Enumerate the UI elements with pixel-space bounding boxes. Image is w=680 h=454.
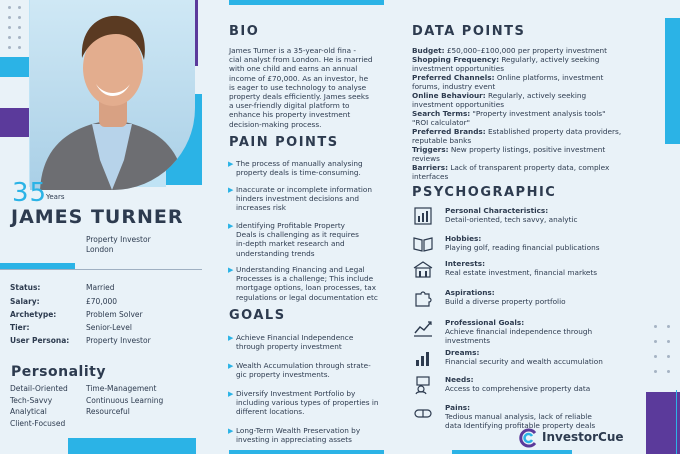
brand-logo — [519, 428, 629, 448]
bio-line: with one child and earns an annual — [229, 64, 358, 74]
data-point-label: Preferred Brands: — [412, 127, 486, 136]
data-point-label: Budget: — [412, 46, 445, 55]
deco-divider-left — [0, 269, 202, 270]
bio-line: a user-friendly digital platform to — [229, 101, 350, 111]
data-point-value: forums, industry event — [412, 82, 496, 91]
bio-line: cial analyst from London. He is married — [229, 55, 373, 65]
data-point-value: "Property investment analysis tools" — [470, 109, 606, 118]
pain-line: property deals is time-consuming. — [236, 168, 361, 178]
pain-line: Identifying Profitable Property — [236, 221, 345, 230]
data-point-channels — [412, 73, 637, 91]
trait-item: Resourceful — [86, 407, 130, 416]
goal-line: including various types of properties in — [236, 398, 379, 408]
data-point-barriers — [412, 163, 637, 181]
person-illustration — [30, 0, 195, 190]
pain-line: regulations or legal documentation etc — [236, 292, 378, 302]
data-points-title: DATA POINTS — [412, 24, 526, 39]
age-number: 35 — [12, 178, 48, 208]
needs-icon — [412, 375, 434, 395]
arrow-icon: ▶ — [228, 427, 234, 435]
data-point-value: New property listings, positive investment — [448, 145, 606, 154]
goal-line: through property investment — [236, 342, 342, 352]
info-value-status: Married — [86, 283, 115, 292]
persona-role-title: Property Investor — [86, 235, 151, 244]
trait-item: Continuous Learning — [86, 396, 164, 405]
goal-line: different locations. — [236, 407, 305, 417]
bio-title: BIO — [229, 24, 260, 39]
psych-text: Playing golf, reading financial publications — [445, 243, 600, 252]
pain-line: increases risk — [236, 203, 286, 213]
pain-line: Inaccurate or incomplete information — [236, 185, 372, 194]
arrow-icon: ▶ — [228, 222, 234, 230]
info-label-persona: User Persona: — [10, 336, 70, 345]
trait-item: Time-Management — [86, 384, 157, 393]
info-value-tier: Senior-Level — [86, 323, 132, 332]
bio-line: is eager to use technology to analyse — [229, 82, 367, 92]
bio-line: James Turner is a 35-year-old fina - — [229, 46, 357, 55]
data-point-value: Regularly, actively seeking — [485, 91, 587, 100]
bio-line: property deals efficiently. James seeks — [229, 92, 369, 102]
data-point-label: Search Terms: — [412, 109, 471, 118]
info-label-archetype: Archetype: — [10, 310, 57, 319]
bio-line: decision-making process. — [229, 119, 322, 129]
bio-line: income of £70,000. As an investor, he — [229, 73, 369, 83]
psych-text — [445, 327, 615, 345]
deco-block-purple-left — [0, 108, 29, 137]
data-point-label: Online Behaviour: — [412, 91, 486, 100]
trait-item: Client-Focused — [10, 419, 66, 428]
pain-line: The process of manually analysing — [236, 159, 363, 168]
arrow-icon: ▶ — [228, 160, 234, 168]
info-value-salary: £70,000 — [86, 297, 118, 306]
trait-item: Analytical — [10, 407, 47, 416]
personality-chart-icon — [412, 206, 434, 226]
pain-line: Processes is a challenge; This include — [236, 274, 374, 284]
data-point-value: Lack of transparent property data, complex — [448, 163, 610, 172]
data-point-brands — [412, 127, 637, 145]
psych-text: Build a diverse property portfolio — [445, 297, 566, 306]
data-point-value: investment opportunities — [412, 100, 505, 109]
data-point-value: reviews — [412, 154, 440, 163]
arrow-icon: ▶ — [228, 334, 234, 342]
data-point-label: Barriers: — [412, 163, 448, 172]
data-point-triggers — [412, 145, 637, 163]
psych-title: Aspirations: — [445, 288, 495, 297]
persona-role — [86, 235, 151, 255]
info-label-status: Status: — [10, 283, 41, 292]
psych-title: Pains: — [445, 403, 471, 412]
data-point-budget — [412, 46, 637, 55]
info-value-archetype: Problem Solver — [86, 310, 143, 319]
data-point-label: Preferred Channels: — [412, 73, 495, 82]
arrow-icon: ▶ — [228, 362, 234, 370]
psych-line: investments — [445, 336, 491, 345]
psych-text: Financial security and wealth accumulation — [445, 357, 603, 366]
psych-title: Personal Characteristics: — [445, 206, 549, 215]
psych-text: Access to comprehensive property data — [445, 384, 591, 393]
data-point-value: £50,000–£100,000 per property investment — [444, 46, 608, 55]
bar-chart-icon — [412, 348, 434, 368]
psych-title: Interests: — [445, 259, 485, 268]
psych-line: Achieve financial independence through — [445, 327, 593, 336]
goal-line: Wealth Accumulation through strate- — [236, 361, 371, 370]
psych-line: Tedious manual analysis, lack of reliable — [445, 412, 592, 421]
arrow-icon: ▶ — [228, 390, 234, 398]
psych-title: Hobbies: — [445, 234, 482, 243]
psych-text: Detail-oriented, tech savvy, analytic — [445, 215, 578, 224]
data-point-label: Triggers: — [412, 145, 449, 154]
data-point-value: interfaces — [412, 172, 449, 181]
goals-title: GOALS — [229, 308, 286, 323]
goal-line: Long-Term Wealth Preservation by — [236, 426, 361, 435]
data-point-value: Online platforms, investment — [494, 73, 604, 82]
info-label-salary: Salary: — [10, 297, 40, 306]
deco-bar-bottom-left — [68, 438, 196, 454]
data-point-label: Shopping Frequency: — [412, 55, 499, 64]
pain-line: Understanding Financing and Legal — [236, 265, 365, 274]
deco-block-purple-right — [646, 392, 680, 454]
info-value-persona: Property Investor — [86, 336, 151, 345]
arrow-icon: ▶ — [228, 186, 234, 194]
data-point-value: investment opportunities — [412, 64, 505, 73]
psych-title: Dreams: — [445, 348, 480, 357]
deco-block-cyan-right — [665, 18, 680, 144]
arrow-icon: ▶ — [228, 266, 234, 274]
bio-line: enhance his property investment — [229, 110, 351, 120]
psych-line: data Identifying profitable property deals — [445, 421, 596, 430]
data-point-value: Established property data providers, — [485, 127, 622, 136]
info-label-tier: Tier: — [10, 323, 30, 332]
goal-line: Diversify Investment Portfolio by — [236, 389, 356, 398]
building-icon — [412, 259, 434, 279]
growth-chart-icon — [412, 318, 434, 338]
age-label: Years — [46, 193, 65, 201]
pain-line: Deals is challenging as it requires — [236, 230, 359, 240]
pain-line: mortgage options, loan processes, tax — [236, 283, 377, 293]
bio-text — [229, 46, 394, 129]
persona-location: London — [86, 245, 114, 254]
data-point-behaviour — [412, 91, 637, 109]
data-point-frequency — [412, 55, 637, 73]
pain-line: in-depth market research and — [236, 239, 345, 249]
data-point-value: "ROI calculator" — [412, 118, 470, 127]
psych-title: Needs: — [445, 375, 474, 384]
pill-icon — [412, 403, 434, 423]
puzzle-icon — [412, 288, 434, 308]
goal-line: investing in appreciating assets — [236, 435, 352, 445]
data-point-value: Regularly, actively seeking — [499, 55, 600, 64]
pain-line: understanding trends — [236, 248, 315, 258]
goal-line: gic property investments. — [236, 370, 330, 380]
trait-item: Tech-Savvy — [10, 396, 53, 405]
trait-item: Detail-Oriented — [10, 384, 68, 393]
brand-name: InvestorCue — [542, 430, 624, 444]
investorcue-logo-icon — [519, 428, 539, 448]
deco-block-cyan-left — [0, 57, 29, 77]
deco-line-right — [676, 390, 677, 454]
deco-bar-bottom-right — [452, 450, 572, 454]
pain-points-title: PAIN POINTS — [229, 135, 339, 150]
psych-text: Real estate investment, financial markets — [445, 268, 598, 277]
data-point-value: reputable banks — [412, 136, 472, 145]
persona-name: JAMES TURNER — [11, 206, 184, 228]
psych-title: Professional Goals: — [445, 318, 525, 327]
deco-bar-bottom-middle — [229, 450, 384, 454]
book-icon — [412, 234, 434, 254]
avatar-photo — [30, 0, 195, 190]
psychographic-title: PSYCHOGRAPHIC — [412, 185, 557, 200]
personality-title: Personality — [11, 364, 106, 380]
deco-bar-top-middle — [229, 0, 384, 5]
data-point-search — [412, 109, 637, 127]
goal-line: Achieve Financial Independence — [236, 333, 354, 342]
pain-line: hinders investment decisions and — [236, 194, 359, 204]
